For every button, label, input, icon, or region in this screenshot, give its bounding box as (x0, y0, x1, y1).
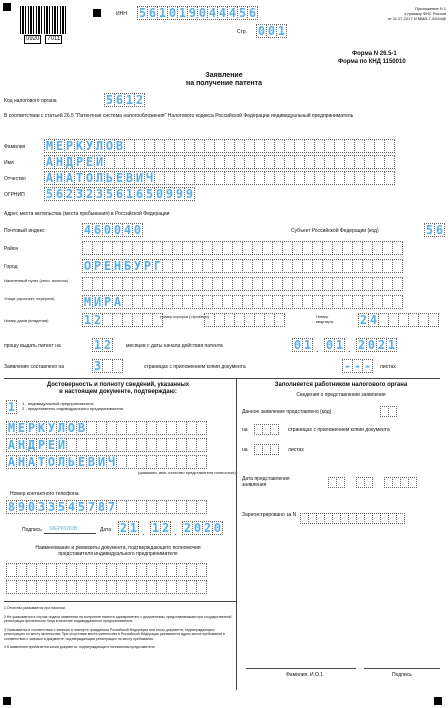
char-cell[interactable]: К (75, 139, 84, 153)
fio-caption: (фамилия, имя, отчество представителя полностью) (138, 470, 236, 475)
char-cell[interactable]: 5 (425, 223, 434, 237)
patent-prefix: прошу выдать патент на (4, 343, 61, 349)
char-cell[interactable]: Е (85, 155, 94, 169)
char-cell[interactable]: Т (37, 455, 46, 469)
char-cell[interactable]: 6 (135, 187, 144, 201)
char-cell[interactable]: Н (113, 259, 122, 273)
char-cell[interactable]: Е (103, 259, 112, 273)
char-cell[interactable]: А (7, 455, 16, 469)
tax-office-label: Код налогового органа (4, 98, 57, 104)
char-cell[interactable]: 0 (198, 6, 207, 20)
street-label: Улица (проспект, переулок) (4, 296, 55, 301)
char-cell[interactable]: 6 (115, 93, 124, 107)
char-cell[interactable] (392, 277, 403, 291)
char-cell[interactable]: 1 (125, 187, 134, 201)
char-cell[interactable]: 2 (183, 521, 192, 535)
char-cell[interactable]: Н (55, 155, 64, 169)
corner-marker (3, 697, 11, 705)
char-cell[interactable]: О (85, 171, 94, 185)
char-cell[interactable]: 6 (55, 187, 64, 201)
char-cell[interactable]: Д (65, 155, 74, 169)
char-cell[interactable]: Ч (107, 455, 116, 469)
sheets-suffix: листах (380, 364, 396, 370)
flat-label: Номер квартиры (316, 314, 334, 324)
date-dot: . (142, 527, 145, 537)
barcode-digits: 0920 7011 (26, 36, 61, 42)
approval-note: Приложение N 1 к приказу ФНС России от 11.07.2017 N ММВ-7-3/544@ (387, 6, 446, 21)
char-cell[interactable] (384, 155, 395, 169)
city-label: Город (4, 264, 18, 270)
char-cell[interactable]: 1 (335, 338, 344, 352)
char-cell[interactable]: И (135, 171, 144, 185)
char-cell[interactable] (388, 406, 397, 417)
registration-cells[interactable] (300, 513, 404, 524)
char-cell[interactable] (392, 241, 403, 255)
sign-line (364, 668, 440, 669)
char-cell[interactable] (270, 444, 279, 455)
char-cell[interactable]: 2 (93, 313, 102, 327)
char-cell[interactable]: А (45, 171, 54, 185)
char-cell[interactable]: Л (57, 455, 66, 469)
char-cell[interactable]: М (7, 421, 16, 435)
char-cell[interactable]: - (363, 359, 372, 373)
surname-cells[interactable] (44, 139, 394, 153)
char-cell[interactable]: Р (27, 421, 36, 435)
corner-marker (3, 3, 11, 11)
char-cell[interactable]: Й (95, 155, 104, 169)
char-cell[interactable]: 4 (67, 500, 76, 514)
char-cell[interactable] (196, 455, 207, 469)
char-cell[interactable]: 0 (103, 223, 112, 237)
reg-label: Зарегистрировано за N (242, 512, 297, 518)
char-cell[interactable]: А (7, 438, 16, 452)
char-cell[interactable] (112, 359, 123, 373)
char-cell[interactable] (396, 513, 405, 524)
char-cell[interactable] (364, 477, 373, 488)
char-cell[interactable]: 0 (213, 521, 222, 535)
char-cell[interactable] (392, 295, 403, 309)
patent-day-cells[interactable] (292, 338, 312, 352)
street-cells[interactable] (82, 295, 402, 309)
char-cell[interactable]: К (37, 421, 46, 435)
corner-marker (434, 697, 442, 705)
char-cell[interactable]: Б (123, 259, 132, 273)
sign-day-cells[interactable] (118, 521, 138, 535)
char-cell[interactable]: 4 (218, 6, 227, 20)
inn-cells[interactable] (137, 6, 257, 20)
char-cell[interactable]: 8 (7, 500, 16, 514)
patent-year-cells[interactable] (356, 338, 396, 352)
office-pages-cells[interactable] (254, 424, 278, 435)
char-cell[interactable]: Л (95, 139, 104, 153)
footnotes: 1 Отчество указывается при наличии. 2 Не указывается в случае подачи заявления на получение патента одновременно с документами, представляемыми при государственной регистрации физического лица в качестве индивидуального предпринимателя. 3 Указывается в соответствии с записью в паспорте гражданина Российской Федерации или иного документа, подтверждающего регистрацию по месту жительства. При отсутствии места жительства в Российской Федерации указывается адрес места пребывания в соответствии с записью в документе, подтверждающем регистрацию по месту пребывания. 4 К заявлению прилагается копия документа, подтверждающего полномочия представителя. (4, 606, 232, 649)
char-cell[interactable]: 3 (47, 500, 56, 514)
char-cell[interactable]: 0 (257, 24, 266, 38)
char-cell[interactable] (392, 259, 403, 273)
char-cell[interactable]: 2 (161, 521, 170, 535)
char-cell[interactable]: 5 (45, 187, 54, 201)
char-cell[interactable] (270, 424, 279, 435)
char-cell[interactable]: 0 (113, 223, 122, 237)
office-sheets-cells[interactable] (254, 444, 278, 455)
date-dot: . (316, 344, 319, 354)
char-cell[interactable]: 5 (145, 187, 154, 201)
char-cell[interactable]: Р (143, 259, 152, 273)
barcode (20, 6, 68, 34)
char-cell[interactable]: Е (17, 421, 26, 435)
char-cell[interactable]: 4 (123, 223, 132, 237)
confirm-heading: Достоверность и полноту сведений, указанных в настоящем документе, подтверждаю: (46, 382, 190, 395)
char-cell[interactable]: 3 (37, 500, 46, 514)
char-cell[interactable]: 1 (7, 400, 16, 414)
char-cell[interactable]: 1 (151, 521, 160, 535)
char-cell[interactable]: Р (75, 155, 84, 169)
char-cell[interactable]: 6 (93, 223, 102, 237)
sheets-count-cells[interactable] (92, 359, 122, 373)
char-cell[interactable]: Ь (67, 455, 76, 469)
office-code-cells[interactable] (380, 406, 396, 417)
char-cell[interactable]: 0 (155, 187, 164, 201)
char-cell[interactable]: У (47, 421, 56, 435)
char-cell[interactable]: 5 (238, 6, 247, 20)
char-cell[interactable]: 3 (93, 359, 102, 373)
signature: МЕРКУЛОВ (50, 526, 78, 532)
code-label: Данное заявление представлено (код) (242, 409, 332, 415)
char-cell[interactable]: 4 (208, 6, 217, 20)
char-cell[interactable] (196, 438, 207, 452)
char-cell[interactable]: 3 (75, 187, 84, 201)
patent-suffix: месяцев с даты начала действия патента (126, 343, 223, 349)
char-cell[interactable]: 2 (65, 187, 74, 201)
char-cell[interactable]: 1 (387, 338, 396, 352)
copies-cells[interactable] (342, 359, 372, 373)
char-cell[interactable] (336, 477, 345, 488)
char-cell[interactable]: 5 (105, 93, 114, 107)
char-cell[interactable]: А (45, 155, 54, 169)
name-label: Имя (4, 160, 14, 166)
char-cell[interactable] (408, 477, 417, 488)
signer-patronymic-cells[interactable] (6, 455, 206, 469)
office-heading: Заполняется работником налогового органа (274, 382, 408, 388)
date-dot: . (174, 527, 177, 537)
char-cell[interactable]: 1 (178, 6, 187, 20)
page-number-cells[interactable] (256, 24, 286, 38)
preamble-text: В соответствии с статьей 26.5 "Патентная система налогообложения" Налогового кодекса Российской Федерации индивидуальный предприниматель (4, 113, 354, 119)
char-cell[interactable]: 6 (435, 223, 444, 237)
char-cell[interactable]: 6 (115, 187, 124, 201)
on2-label: на (242, 447, 248, 453)
char-cell[interactable]: 7 (107, 500, 116, 514)
form-knd: Форма по КНД 1150010 (338, 59, 406, 65)
char-cell[interactable]: 3 (95, 187, 104, 201)
signer-surname-cells[interactable] (6, 421, 206, 435)
char-cell[interactable]: О (105, 139, 114, 153)
char-cell[interactable]: Н (17, 455, 26, 469)
submit-date-label: Дата представления заявления (242, 476, 290, 488)
char-cell[interactable]: 2 (85, 187, 94, 201)
char-cell[interactable]: 0 (133, 223, 142, 237)
form-number: Форма N 26.5-1 (352, 51, 397, 57)
char-cell[interactable]: Ь (105, 171, 114, 185)
char-cell[interactable] (196, 580, 207, 594)
char-cell[interactable]: У (133, 259, 142, 273)
char-cell[interactable]: 0 (193, 521, 202, 535)
char-cell[interactable]: 2 (103, 338, 112, 352)
char-cell[interactable]: Р (93, 259, 102, 273)
char-cell[interactable]: 5 (138, 6, 147, 20)
char-cell[interactable] (274, 313, 285, 327)
corner-marker (93, 9, 101, 17)
patronymic-cells[interactable] (44, 171, 394, 185)
phone-label: Номер контактного телефона (10, 491, 79, 497)
char-cell[interactable]: А (27, 455, 36, 469)
char-cell[interactable]: 4 (369, 313, 378, 327)
sign-month-cells[interactable] (150, 521, 170, 535)
char-cell[interactable]: Е (115, 171, 124, 185)
char-cell[interactable]: 8 (97, 500, 106, 514)
char-cell[interactable]: Л (95, 171, 104, 185)
sign-caption-right: Подпись (392, 672, 412, 678)
char-cell[interactable]: У (85, 139, 94, 153)
patent-month-cells[interactable] (324, 338, 344, 352)
date-label: Дата (100, 527, 112, 533)
char-cell[interactable]: 9 (175, 187, 184, 201)
sheets-prefix: Заявление составлено на (4, 364, 65, 370)
city-cells[interactable] (82, 259, 402, 273)
sheets-text: листах (288, 447, 304, 453)
patent-months-cells[interactable] (92, 338, 112, 352)
char-cell[interactable]: А (113, 295, 122, 309)
patronymic-label: Отчество (4, 176, 26, 182)
char-cell[interactable]: Е (55, 139, 64, 153)
korpus-label: Номер корпуса (строения) (160, 314, 209, 319)
char-cell[interactable]: 1 (129, 521, 138, 535)
char-cell[interactable]: И (93, 295, 102, 309)
char-cell[interactable]: 0 (168, 6, 177, 20)
char-cell[interactable]: 2 (359, 313, 368, 327)
char-cell[interactable]: 4 (228, 6, 237, 20)
char-cell[interactable]: 9 (185, 187, 194, 201)
tax-office-code-cells[interactable] (104, 93, 144, 107)
house-label: Номер дома (владения) (4, 318, 49, 323)
char-cell[interactable]: А (65, 171, 74, 185)
char-cell[interactable]: - (343, 359, 352, 373)
char-cell[interactable]: Е (47, 438, 56, 452)
signer-name-cells[interactable] (6, 438, 206, 452)
sheets-middle: страницах с приложением копии документа (144, 364, 246, 370)
pages-text: страницах с приложением копии документа (288, 427, 390, 433)
char-cell[interactable]: 7 (87, 500, 96, 514)
on-label: на (242, 427, 248, 433)
postal-code-cells[interactable] (82, 223, 142, 237)
char-cell[interactable]: Г (153, 259, 162, 273)
char-cell[interactable]: 0 (367, 338, 376, 352)
char-cell[interactable]: О (47, 455, 56, 469)
char-cell[interactable]: 4 (83, 223, 92, 237)
fio-line (246, 668, 356, 669)
char-cell[interactable]: 2 (203, 521, 212, 535)
char-cell[interactable] (196, 421, 207, 435)
sign-year-cells[interactable] (182, 521, 222, 535)
char-cell[interactable]: 2 (119, 521, 128, 535)
char-cell[interactable]: Д (27, 438, 36, 452)
signature-line (44, 533, 96, 534)
char-cell[interactable]: 5 (57, 500, 66, 514)
char-cell[interactable] (384, 171, 395, 185)
char-cell[interactable]: И (97, 455, 106, 469)
char-cell[interactable]: 5 (77, 500, 86, 514)
char-cell[interactable]: 9 (17, 500, 26, 514)
char-cell[interactable]: 1 (158, 6, 167, 20)
char-cell[interactable]: 1 (125, 93, 134, 107)
char-cell[interactable]: 0 (293, 338, 302, 352)
char-cell[interactable] (384, 139, 395, 153)
char-cell[interactable]: 0 (267, 24, 276, 38)
char-cell[interactable]: 0 (325, 338, 334, 352)
doc-cells-row[interactable] (6, 563, 206, 577)
char-cell[interactable]: 9 (165, 187, 174, 201)
house-cells[interactable] (82, 313, 162, 327)
char-cell[interactable]: 2 (357, 338, 366, 352)
char-cell[interactable]: 5 (105, 187, 114, 201)
postal-label: Почтовый индекс (4, 228, 45, 234)
char-cell[interactable]: Е (77, 455, 86, 469)
char-cell[interactable]: 1 (303, 338, 312, 352)
char-cell[interactable]: В (125, 171, 134, 185)
char-cell[interactable]: О (83, 259, 92, 273)
korpus-cells[interactable] (204, 313, 284, 327)
char-cell[interactable]: Ч (145, 171, 154, 185)
char-cell[interactable]: Й (57, 438, 66, 452)
char-cell[interactable]: В (77, 421, 86, 435)
phone-cells[interactable] (6, 500, 206, 514)
char-cell[interactable]: Р (65, 139, 74, 153)
surname-label: Фамилия (4, 144, 26, 150)
submit-month-cells[interactable] (356, 477, 372, 488)
char-cell[interactable]: О (67, 421, 76, 435)
char-cell[interactable]: Н (55, 171, 64, 185)
char-cell[interactable]: 6 (148, 6, 157, 20)
ogrnip-cells[interactable] (44, 187, 194, 201)
locality-label: Населенный пункт (село, поселок) (4, 278, 68, 283)
char-cell[interactable]: Н (17, 438, 26, 452)
char-cell[interactable]: Л (57, 421, 66, 435)
char-cell[interactable]: М (45, 139, 54, 153)
address-heading: Адрес места жительства (места пребывания) в Российской Федерации (4, 211, 170, 217)
flat-cells[interactable] (358, 313, 438, 327)
signer-options: 1 - индивидуальный предприниматель 2 - представитель индивидуального предпринимателя (22, 401, 124, 411)
date-dot: . (348, 344, 351, 354)
char-cell[interactable]: Т (75, 171, 84, 185)
char-cell[interactable]: В (87, 455, 96, 469)
char-cell[interactable] (196, 500, 207, 514)
signer-code-cells[interactable] (6, 400, 16, 414)
char-cell[interactable]: 1 (93, 338, 102, 352)
form-title: Заявление на получение патента (186, 72, 262, 87)
region-label: Субъект Российской Федерации (код) (291, 228, 379, 234)
sign-label: Подпись (22, 527, 42, 533)
section-divider (4, 378, 440, 379)
submit-day-cells[interactable] (328, 477, 344, 488)
fio-caption-right: Фамилия, И.О.1 (286, 672, 324, 678)
char-cell[interactable]: 1 (277, 24, 286, 38)
char-cell[interactable]: 0 (27, 500, 36, 514)
ogrnip-label: ОГРНИП (4, 192, 25, 198)
char-cell[interactable]: Р (37, 438, 46, 452)
char-cell[interactable]: Р (103, 295, 112, 309)
char-cell[interactable]: 2 (377, 338, 386, 352)
page-label: Стр. (237, 29, 248, 35)
char-cell[interactable]: В (115, 139, 124, 153)
locality-cells[interactable] (82, 277, 402, 291)
doc-heading: Наименование и реквизиты документа, подтверждающего полномочия представителя индивидуального предпринимателя (35, 545, 201, 557)
district-cells[interactable] (82, 241, 402, 255)
char-cell[interactable] (428, 313, 439, 327)
doc-cells-row[interactable] (6, 580, 206, 594)
char-cell[interactable]: М (83, 295, 92, 309)
office-subheading: Сведения о представлении заявления (296, 392, 386, 398)
district-label: Район (4, 246, 19, 252)
column-divider (236, 378, 237, 690)
submit-year-cells[interactable] (384, 477, 416, 488)
char-cell[interactable]: 9 (188, 6, 197, 20)
char-cell[interactable]: 6 (248, 6, 257, 20)
char-cell[interactable]: - (353, 359, 362, 373)
char-cell[interactable]: 1 (83, 313, 92, 327)
name-cells[interactable] (44, 155, 394, 169)
region-code-cells[interactable] (424, 223, 444, 237)
char-cell[interactable]: 2 (135, 93, 144, 107)
footnote-divider (4, 601, 236, 602)
char-cell[interactable] (196, 563, 207, 577)
inn-label: ИНН (116, 11, 127, 17)
